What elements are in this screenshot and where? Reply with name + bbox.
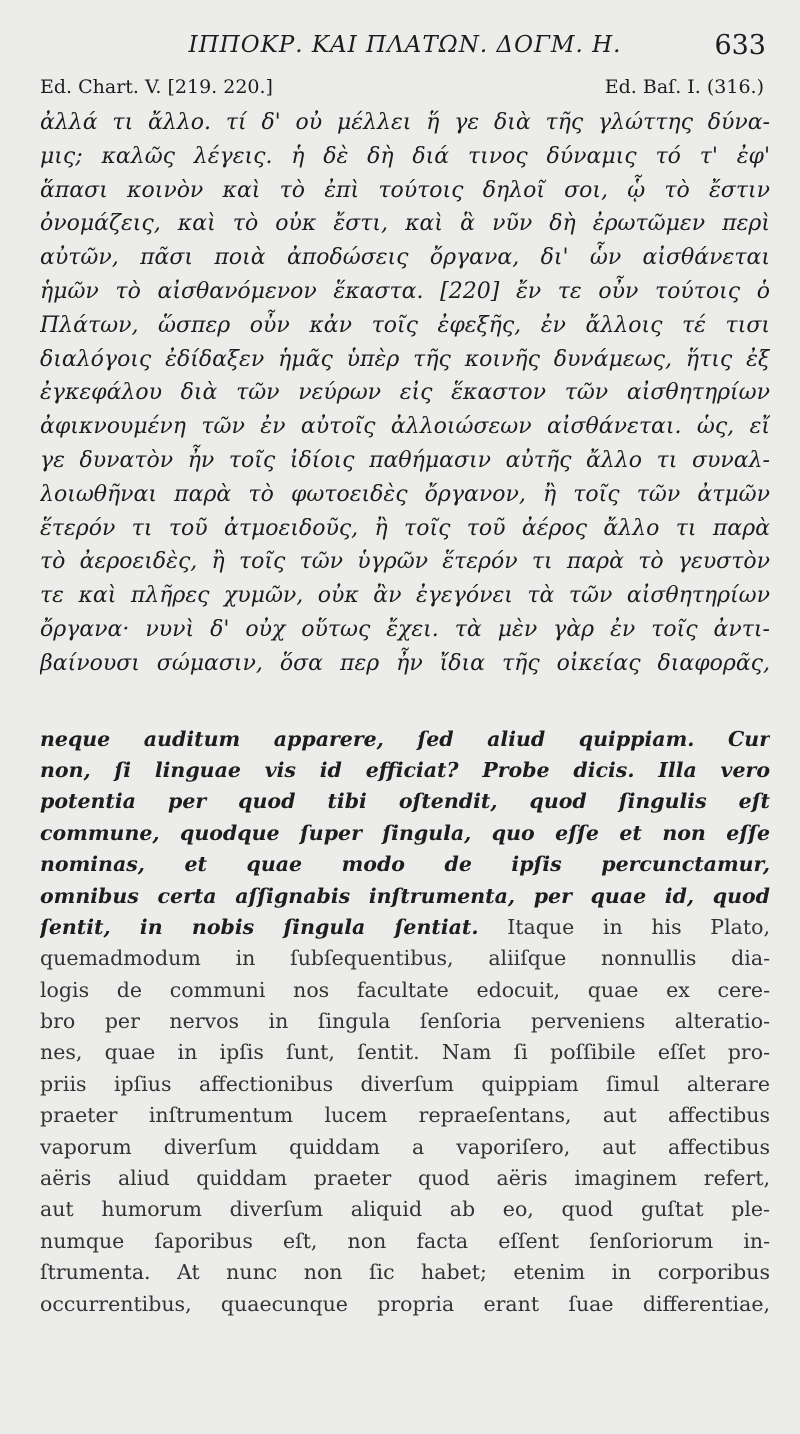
latin-text-line xyxy=(40,912,770,943)
latin-roman-segment: aëris aliud quiddam praeter quod aëris imaginem refert, xyxy=(40,1166,770,1191)
running-head xyxy=(40,30,770,62)
greek-text-line: ἐγκεφάλου διὰ τῶν νεύρων εἰς ἕκαστον τῶν αἰσθητηρίων xyxy=(40,380,770,406)
latin-text-line xyxy=(40,1257,770,1288)
latin-roman-segment: aut humorum diverſum aliquid ab eo, quod guſtat ple- xyxy=(40,1197,770,1222)
greek-text-line: ἡμῶν τὸ αἰσθανόμενον ἕκαστα. [220] ἔν τε οὖν τούτοις ὁ xyxy=(40,278,770,304)
running-title: ΙΠΠΟΚΡ. ΚΑΙ ΠΛΑΤΩΝ. ΔΟΓΜ. Η. xyxy=(188,32,622,58)
greek-text-line: τὸ ἀεροειδὲς, ἢ τοῖς τῶν ὑγρῶν ἕτερόν τι παρὰ τὸ γευστὸν xyxy=(40,549,770,575)
latin-text-line xyxy=(40,1069,770,1100)
latin-roman-segment: nes, quae in ipſis ſunt, ſentit. Nam ſi poſſibile eſſet pro- xyxy=(40,1040,770,1065)
edition-references xyxy=(40,72,770,102)
greek-text-line: ἀφικνουμένη τῶν ἐν αὐτοῖς ἀλλοιώσεων αἰσθάνεται. ὡς, εἴ xyxy=(40,414,770,440)
latin-text-line xyxy=(40,1037,770,1068)
latin-text-line xyxy=(40,786,770,817)
latin-roman-segment: Itaque in his Plato, xyxy=(507,914,770,939)
greek-text-line: βαίνουσι σώμασιν, ὅσα περ ἦν ἴδια τῆς οἰκείας διαφορᾶς, xyxy=(40,650,770,676)
greek-text-line: μις; καλῶς λέγεις. ἡ δὲ δὴ διά τινος δύναμις τό τ' ἐφ' xyxy=(40,143,770,169)
greek-text-line: ἕτερόν τι τοῦ ἀτμοειδοῦς, ἢ τοῖς τοῦ ἀέρος ἄλλο τι παρὰ xyxy=(40,515,770,541)
greek-text-line: τε καὶ πλῆρες χυμῶν, οὐκ ἂν ἐγεγόνει τὰ τῶν αἰσθητηρίων xyxy=(40,583,770,609)
latin-roman-segment: numque ſaporibus eſt, non facta eſſent ſenſoriorum in- xyxy=(40,1228,770,1253)
greek-text-block xyxy=(40,106,770,681)
latin-roman-segment: quemadmodum in ſubſequentibus, aliiſque nonnullis dia- xyxy=(40,946,770,971)
latin-roman-segment: priis ipſius affectionibus diverſum quippiam ſimul alterare xyxy=(40,1071,770,1096)
latin-italic-segment: non, ſi linguae vis id efficiat? Probe dicis. Illa vero xyxy=(40,757,770,782)
latin-roman-segment: ſtrumenta. At nunc non ſic habet; etenim in corporibus xyxy=(40,1260,770,1285)
latin-roman-segment: logis de communi nos facultate edocuit, quae ex cere- xyxy=(40,977,770,1002)
latin-text-line xyxy=(40,849,770,880)
latin-text-line xyxy=(40,1194,770,1225)
latin-italic-segment: ſentit, in nobis ſingula ſentiat. xyxy=(40,914,479,939)
greek-text-line: διαλόγοις ἐδίδαξεν ἡμᾶς ὑπὲρ τῆς κοινῆς δυνάμεως, ἥτις ἐξ xyxy=(40,346,770,372)
latin-text-line xyxy=(40,724,770,755)
latin-translation-block xyxy=(40,724,770,1320)
latin-roman-segment: vaporum diverſum quiddam a vaporiſero, aut affectibus xyxy=(40,1134,770,1159)
greek-text-line: ἀλλά τι ἄλλο. τί δ' οὐ μέλλει ἥ γε διὰ τῆς γλώττης δύνα- xyxy=(40,110,770,135)
latin-italic-segment: neque auditum apparere, ſed aliud quippiam. Cur xyxy=(40,726,770,751)
latin-roman-segment: praeter inſtrumentum lucem repraeſentans, aut affectibus xyxy=(40,1103,770,1128)
edition-reference-right: Ed. Baſ. I. (316.) xyxy=(604,76,764,98)
latin-text-line xyxy=(40,1289,770,1320)
latin-italic-segment: commune, quodque ſuper ſingula, quo eſſe et non eſſe xyxy=(40,820,770,845)
latin-text-line xyxy=(40,1163,770,1194)
latin-text-line xyxy=(40,943,770,974)
latin-text-line xyxy=(40,975,770,1006)
latin-text-line xyxy=(40,881,770,912)
greek-text-line: Πλάτων, ὥσπερ οὖν κἀν τοῖς ἐφεξῆς, ἐν ἄλλοις τέ τισι xyxy=(40,312,770,338)
latin-text-line xyxy=(40,818,770,849)
greek-text-line: λοιωθῆναι παρὰ τὸ φωτοειδὲς ὄργανον, ἢ τοῖς τῶν ἀτμῶν xyxy=(40,481,770,507)
latin-text-line xyxy=(40,1226,770,1257)
edition-reference-left: Ed. Chart. V. [219. 220.] xyxy=(40,76,273,98)
latin-roman-segment: bro per nervos in ſingula ſenſoria perveniens alteratio- xyxy=(40,1009,770,1034)
section-gap xyxy=(40,681,770,724)
latin-italic-segment: omnibus certa aſſignabis inſtrumenta, per quae id, quod xyxy=(40,883,770,908)
latin-italic-segment: potentia per quod tibi oſtendit, quod ſingulis eſt xyxy=(40,789,770,814)
page-number: 633 xyxy=(714,30,766,61)
latin-text-line xyxy=(40,1132,770,1163)
greek-text-line: ἅπασι κοινὸν καὶ τὸ ἐπὶ τούτοις δηλοῖ σοι, ᾧ τὸ ἔστιν xyxy=(40,177,770,203)
greek-text-line: γε δυνατὸν ἦν τοῖς ἰδίοις παθήμασιν αὐτῆς ἄλλο τι συναλ- xyxy=(40,447,770,473)
latin-italic-segment: nominas, et quae modo de ipſis percunctamur, xyxy=(40,852,770,877)
greek-text-line: ὄργανα· νυνὶ δ' οὐχ οὕτως ἔχει. τὰ μὲν γὰρ ἐν τοῖς ἀντι- xyxy=(40,616,770,642)
latin-text-line xyxy=(40,755,770,786)
greek-text-line: αὐτῶν, πᾶσι ποιὰ ἀποδώσεις ὄργανα, δι' ὧν αἰσθάνεται xyxy=(40,245,770,271)
latin-roman-segment: occurrentibus, quaecunque propria erant ſuae differentiae, xyxy=(40,1291,770,1316)
latin-text-line xyxy=(40,1006,770,1037)
latin-text-line xyxy=(40,1100,770,1131)
greek-text-line: ὀνομάζεις, καὶ τὸ οὐκ ἔστι, καὶ ἃ νῦν δὴ ἐρωτῶμεν περὶ xyxy=(40,211,770,237)
